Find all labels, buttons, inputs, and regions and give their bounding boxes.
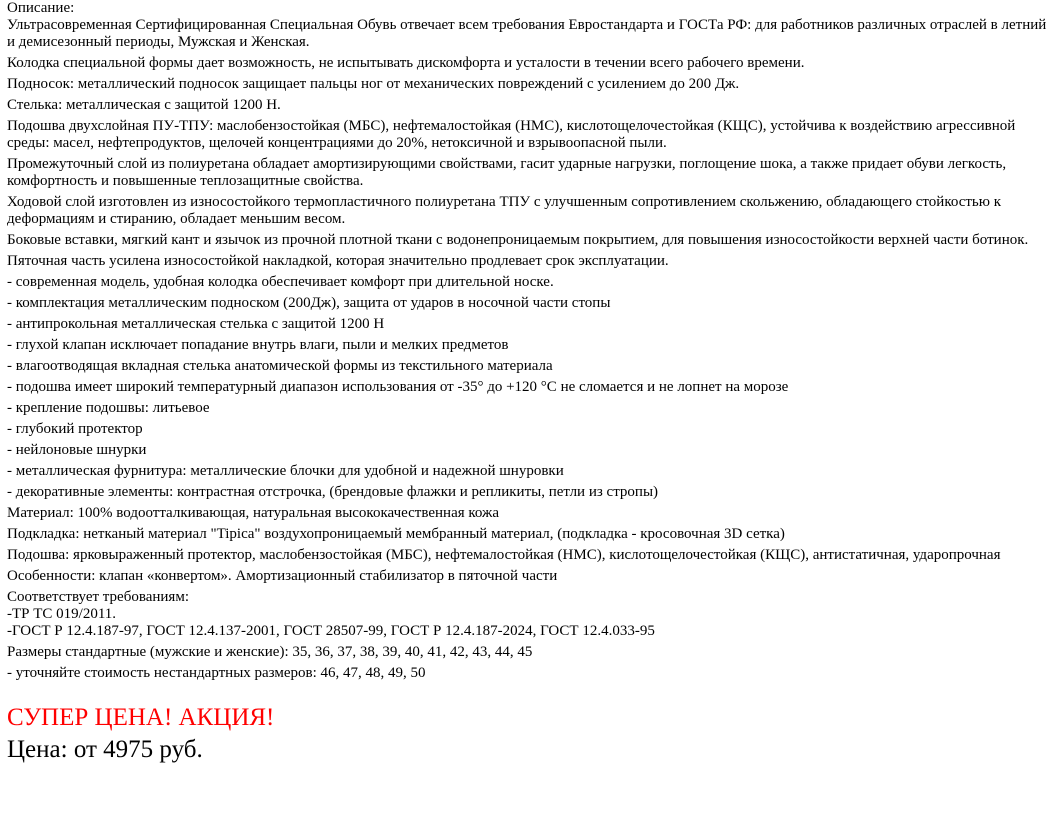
price-label: Цена: от 4975 руб.	[7, 736, 203, 763]
promo-banner: СУПЕР ЦЕНА! АКЦИЯ!	[7, 704, 275, 731]
description-paragraph: Пяточная часть усилена износостойкой накладкой, которая значительно продлевает срок эксплуатации.	[7, 253, 669, 269]
spec-features: Особенности: клапан «конвертом». Амортизационный стабилизатор в пяточной части	[7, 568, 558, 584]
feature-item: - глухой клапан исключает попадание внутрь влаги, пыли и мелких предметов	[7, 337, 509, 353]
feature-item: - подошва имеет широкий температурный диапазон использования от -35° до +120 °С не сломается и не лопнет на морозе	[7, 379, 789, 395]
compliance-heading: Соответствует требованиям:	[7, 589, 189, 605]
feature-item: - металлическая фурнитура: металлические блочки для удобной и надежной шнуровки	[7, 463, 564, 479]
spec-sole: Подошва: ярковыраженный протектор, маслобензостойкая (МБС), нефтемалостойкая (НМС), кислотощелочестойкая (КЩС), антистатичная, ударопрочная	[7, 547, 1001, 563]
description-paragraph: Ультрасовременная Сертифицированная Специальная Обувь отвечает всем требования Евростандарта и ГОСТа РФ: для работников различных отраслей в летний и демисезонный периоды, Мужская и Женская.	[7, 17, 1047, 50]
feature-item: - комплектация металлическим подноском (200Дж), защита от ударов в носочной части стопы	[7, 295, 611, 311]
feature-item: - антипрокольная металлическая стелька с защитой 1200 Н	[7, 316, 385, 332]
feature-item: - глубокий протектор	[7, 421, 143, 437]
feature-item: - декоративные элементы: контрастная отстрочка, (брендовые флажки и репликиты, петли из стропы)	[7, 484, 659, 500]
description-paragraph: Боковые вставки, мягкий кант и язычок из прочной плотной ткани с водонепроницаемым покрытием, для повышения износостойкости верхней части ботинок.	[7, 232, 1029, 248]
description-heading: Описание:	[7, 0, 75, 16]
product-description	[7, 0, 1055, 764]
feature-item: - современная модель, удобная колодка обеспечивает комфорт при длительной носке.	[7, 274, 554, 290]
spec-lining: Подкладка: нетканый материал "Tipica" воздухопроницаемый мембранный материал, (подкладка - кросовочная 3D сетка)	[7, 526, 785, 542]
spec-material: Материал: 100% водоотталкивающая, натуральная высококачественная кожа	[7, 505, 500, 521]
description-paragraph: Промежуточный слой из полиуретана обладает амортизирующими свойствами, гасит ударные нагрузки, поглощение шока, а также придает обуви легкость, комфортность и повышенные теплозащитные свойства.	[7, 156, 1007, 189]
description-paragraph: Колодка специальной формы дает возможность, не испытывать дискомфорта и усталости в течении всего рабочего времени.	[7, 55, 805, 71]
description-paragraph: Подошва двухслойная ПУ-ТПУ: маслобензостойкая (МБС), нефтемалостойкая (НМС), кислотощелочестойкая (КЩС), устойчива к воздействию агрессивной среды: масел, нефтепродуктов, щелочей концентрациями до 20%, нетоксичной и взрывоопасной пыли.	[7, 118, 1016, 151]
description-paragraph: Ходовой слой изготовлен из износостойкого термопластичного полиуретана ТПУ с улучшенным сопротивлением скольжению, обладающего стойкостью к деформациям и стиранию, обладает меньшим весом.	[7, 194, 1002, 227]
description-paragraph: Стелька: металлическая с защитой 1200 Н.	[7, 97, 281, 113]
sizes-nonstandard: - уточняйте стоимость нестандартных размеров: 46, 47, 48, 49, 50	[7, 665, 426, 681]
compliance-line: -ГОСТ Р 12.4.187-97, ГОСТ 12.4.137-2001, ГОСТ 28507-99, ГОСТ Р 12.4.187-2024, ГОСТ 12.4.033-95	[7, 623, 655, 639]
feature-item: - крепление подошвы: литьевое	[7, 400, 210, 416]
description-paragraph: Подносок: металлический подносок защищает пальцы ног от механических повреждений с усилением до 200 Дж.	[7, 76, 740, 92]
sizes-standard: Размеры стандартные (мужские и женские): 35, 36, 37, 38, 39, 40, 41, 42, 43, 44, 45	[7, 644, 533, 660]
compliance-line: -ТР ТС 019/2011.	[7, 606, 117, 622]
feature-item: - нейлоновые шнурки	[7, 442, 147, 458]
feature-item: - влагоотводящая вкладная стелька анатомической формы из текстильного материала	[7, 358, 553, 374]
